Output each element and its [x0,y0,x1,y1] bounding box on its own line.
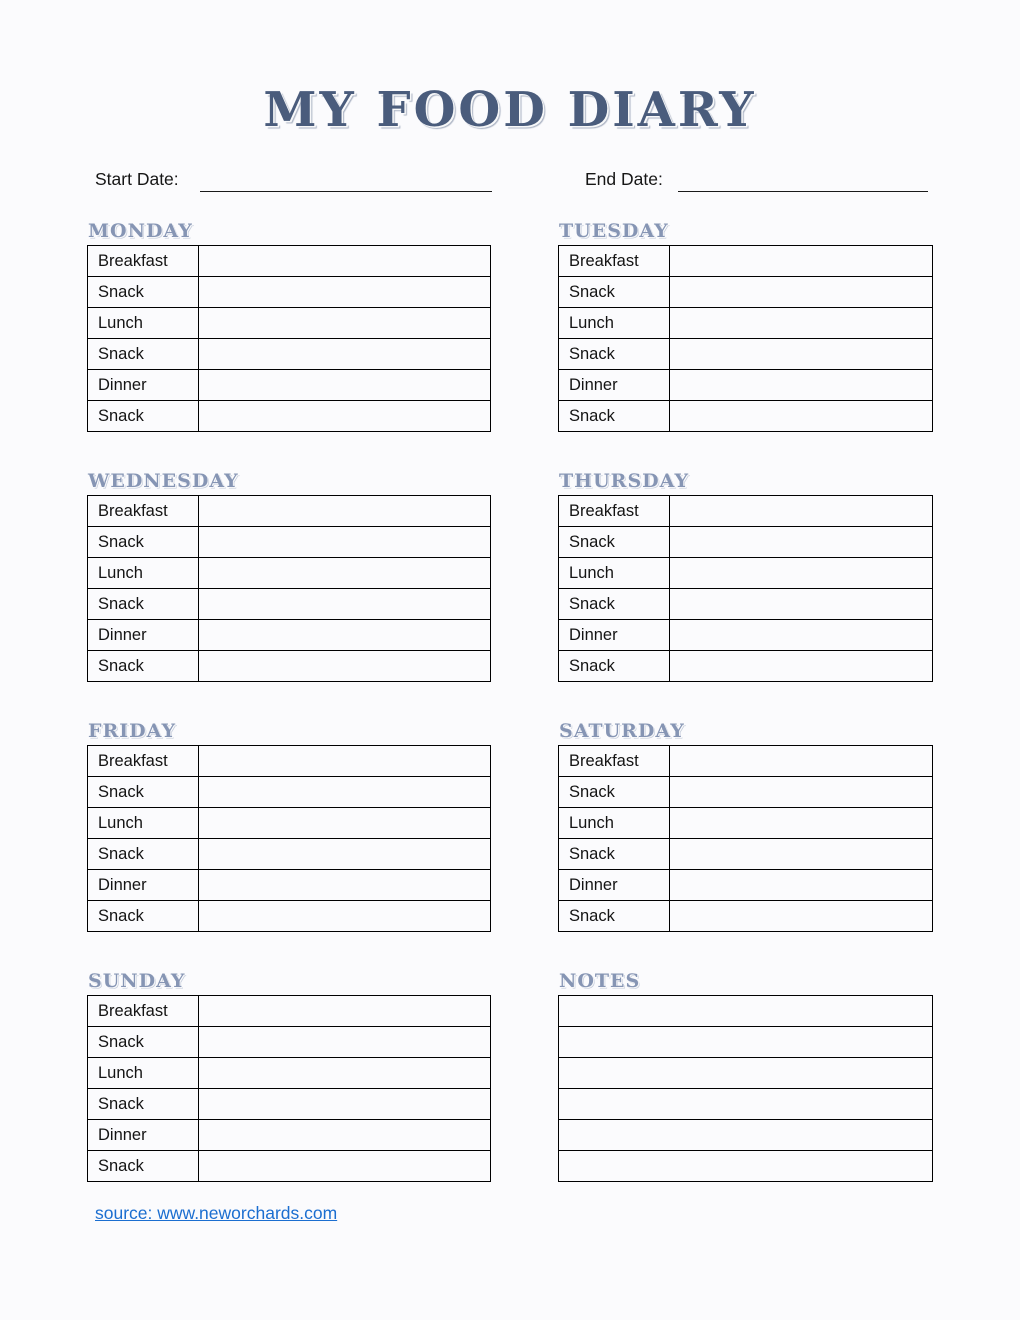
table-row [559,996,933,1027]
meal-entry-cell[interactable] [670,308,933,339]
meal-label: Snack [88,589,199,620]
table-row [559,589,933,620]
table-row [88,996,491,1027]
meal-entry-cell[interactable] [199,401,491,432]
meal-table-friday [87,745,491,932]
meal-label: Breakfast [559,246,670,277]
table-row [88,620,491,651]
meal-table-sunday [87,995,491,1182]
meal-entry-cell[interactable] [670,401,933,432]
meal-entry-cell[interactable] [199,246,491,277]
meal-label: Snack [88,777,199,808]
table-row [88,1058,491,1089]
meal-entry-cell[interactable] [199,370,491,401]
notes-entry-cell[interactable] [559,1089,933,1120]
day-section-tuesday [558,222,933,443]
end-date-input[interactable] [678,191,928,192]
meal-entry-cell[interactable] [199,308,491,339]
meal-entry-cell[interactable] [670,496,933,527]
meal-entry-cell[interactable] [199,808,491,839]
table-row [88,777,491,808]
meal-label: Lunch [88,558,199,589]
table-row [88,808,491,839]
table-row [88,246,491,277]
meal-label: Breakfast [559,746,670,777]
meal-label: Snack [88,839,199,870]
meal-label: Snack [559,277,670,308]
meal-entry-cell[interactable] [199,1027,491,1058]
day-heading-monday: MONDAY [88,220,193,242]
meal-label: Snack [88,901,199,932]
notes-section [558,972,933,1193]
meal-entry-cell[interactable] [199,1120,491,1151]
day-section-friday [87,722,491,943]
meal-label: Snack [559,651,670,682]
meal-label: Snack [559,901,670,932]
meal-entry-cell[interactable] [199,339,491,370]
meal-table-monday [87,245,491,432]
table-row [88,1089,491,1120]
meal-label: Dinner [559,370,670,401]
meal-entry-cell[interactable] [670,558,933,589]
source-link[interactable]: source: www.neworchards.com [95,1203,338,1223]
meal-label: Snack [88,277,199,308]
table-row [559,527,933,558]
week-sections [87,222,933,1193]
table-row [559,1151,933,1182]
notes-table [558,995,933,1182]
day-section-saturday [558,722,933,943]
table-row [559,1058,933,1089]
meal-table-thursday [558,495,933,682]
meal-entry-cell[interactable] [199,496,491,527]
meal-label: Snack [559,777,670,808]
meal-label: Breakfast [559,496,670,527]
meal-entry-cell[interactable] [670,777,933,808]
meal-label: Lunch [559,558,670,589]
meal-entry-cell[interactable] [199,589,491,620]
meal-label: Dinner [88,620,199,651]
table-row [88,401,491,432]
meal-entry-cell[interactable] [199,777,491,808]
table-row [88,496,491,527]
meal-entry-cell[interactable] [199,901,491,932]
day-heading-thursday: THURSDAY [559,470,690,492]
table-row [559,496,933,527]
table-row [88,651,491,682]
day-section-monday [87,222,491,443]
table-row [559,308,933,339]
meal-entry-cell[interactable] [670,527,933,558]
table-row [88,1027,491,1058]
table-row [88,870,491,901]
meal-entry-cell[interactable] [670,746,933,777]
day-heading-wednesday: WEDNESDAY [88,470,239,492]
table-row [559,1027,933,1058]
meal-entry-cell[interactable] [670,870,933,901]
meal-entry-cell[interactable] [199,277,491,308]
meal-entry-cell[interactable] [199,527,491,558]
table-row [559,651,933,682]
meal-label: Dinner [88,370,199,401]
table-row [559,870,933,901]
table-row [559,370,933,401]
meal-label: Snack [559,589,670,620]
meal-label: Dinner [88,1120,199,1151]
meal-entry-cell[interactable] [670,246,933,277]
meal-label: Snack [88,1027,199,1058]
table-row [559,839,933,870]
table-row [559,901,933,932]
start-date-input[interactable] [200,191,492,192]
notes-heading: NOTES [559,970,641,992]
table-row [88,1151,491,1182]
meal-label: Snack [88,1151,199,1182]
start-date-label: Start Date: [95,169,179,189]
meal-entry-cell[interactable] [670,839,933,870]
meal-entry-cell[interactable] [199,870,491,901]
table-row [559,339,933,370]
meal-label: Snack [88,651,199,682]
table-row [559,1120,933,1151]
meal-entry-cell[interactable] [199,746,491,777]
table-row [559,277,933,308]
notes-entry-cell[interactable] [559,1058,933,1089]
table-row [88,1120,491,1151]
meal-label: Lunch [88,308,199,339]
table-row [88,901,491,932]
table-row [559,746,933,777]
meal-table-saturday [558,745,933,932]
meal-entry-cell[interactable] [670,901,933,932]
meal-entry-cell[interactable] [199,839,491,870]
day-section-sunday [87,972,491,1193]
meal-label: Breakfast [88,746,199,777]
table-row [559,777,933,808]
end-date-label: End Date: [585,169,663,189]
meal-entry-cell[interactable] [670,808,933,839]
meal-label: Dinner [559,870,670,901]
notes-entry-cell[interactable] [559,1120,933,1151]
table-row [88,277,491,308]
meal-entry-cell[interactable] [670,620,933,651]
table-row [559,401,933,432]
day-heading-saturday: SATURDAY [559,720,685,742]
meal-entry-cell[interactable] [199,1151,491,1182]
meal-entry-cell[interactable] [199,1089,491,1120]
meal-entry-cell[interactable] [670,277,933,308]
table-row [559,1089,933,1120]
notes-entry-cell[interactable] [559,996,933,1027]
day-heading-friday: FRIDAY [88,720,177,742]
day-heading-tuesday: TUESDAY [559,220,669,242]
meal-table-tuesday [558,245,933,432]
table-row [88,339,491,370]
meal-label: Lunch [88,1058,199,1089]
meal-label: Breakfast [88,996,199,1027]
meal-label: Dinner [559,620,670,651]
meal-entry-cell[interactable] [199,620,491,651]
day-section-wednesday [87,472,491,693]
date-row [0,169,1020,199]
meal-label: Snack [88,527,199,558]
meal-label: Breakfast [88,496,199,527]
meal-entry-cell[interactable] [670,339,933,370]
meal-label: Snack [559,839,670,870]
meal-label: Lunch [559,308,670,339]
notes-entry-cell[interactable] [559,1027,933,1058]
meal-entry-cell[interactable] [199,1058,491,1089]
meal-table-wednesday [87,495,491,682]
meal-label: Breakfast [88,246,199,277]
meal-entry-cell[interactable] [670,370,933,401]
meal-entry-cell[interactable] [670,589,933,620]
table-row [559,246,933,277]
meal-label: Snack [88,339,199,370]
table-row [559,558,933,589]
notes-entry-cell[interactable] [559,1151,933,1182]
meal-label: Snack [88,1089,199,1120]
table-row [88,746,491,777]
meal-label: Dinner [88,870,199,901]
meal-entry-cell[interactable] [199,651,491,682]
meal-label: Lunch [88,808,199,839]
meal-label: Snack [559,339,670,370]
page-title: MY FOOD DIARY [263,82,757,138]
day-section-thursday [558,472,933,693]
meal-label: Lunch [559,808,670,839]
table-row [88,527,491,558]
day-heading-sunday: SUNDAY [88,970,186,992]
meal-label: Snack [88,401,199,432]
table-row [88,558,491,589]
table-row [88,370,491,401]
meal-label: Snack [559,527,670,558]
table-row [559,808,933,839]
meal-label: Snack [559,401,670,432]
meal-entry-cell[interactable] [670,651,933,682]
meal-entry-cell[interactable] [199,558,491,589]
table-row [88,589,491,620]
table-row [88,308,491,339]
table-row [88,839,491,870]
meal-entry-cell[interactable] [199,996,491,1027]
table-row [559,620,933,651]
